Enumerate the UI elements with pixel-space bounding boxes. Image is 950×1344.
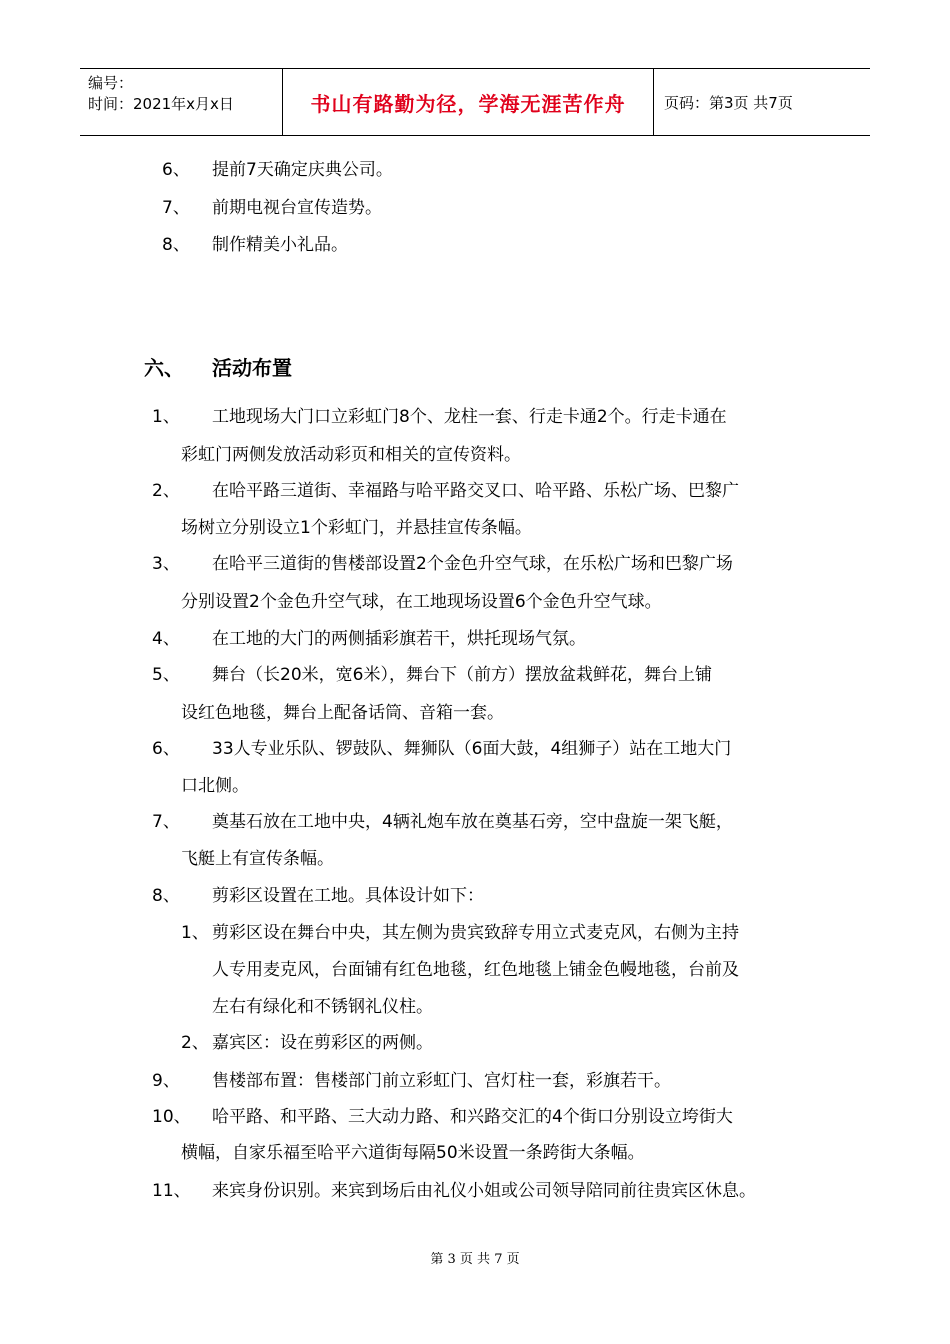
doc-number-label: 编号： [88,74,134,92]
list-item-text: 彩虹门两侧发放活动彩页和相关的宣传资料。 [181,445,521,465]
list-item-text: 横幅，自家乐福至哈平六道街每隔50米设置一条跨街大条幅。 [181,1143,645,1163]
list-item-text: 来宾身份识别。来宾到场后由礼仪小姐或公司领导陪同前往贵宾区休息。 [212,1181,756,1201]
list-item-number: 1、 [152,407,180,427]
list-item-text: 提前7天确定庆典公司。 [212,160,393,180]
list-item-number: 10、 [152,1107,191,1127]
list-item-number: 3、 [152,554,180,574]
list-item-text: 工地现场大门口立彩虹门8个、龙柱一套、行走卡通2个。行走卡通在 [212,407,727,427]
list-item-text: 分别设置2个金色升空气球，在工地现场设置6个金色升空气球。 [181,592,662,612]
list-item-text: 口北侧。 [181,776,249,796]
sub-item-text: 剪彩区设在舞台中央，其左侧为贵宾致辞专用立式麦克风，右侧为主持 [212,923,739,943]
list-item-text: 飞艇上有宣传条幅。 [181,849,334,869]
list-item-text: 舞台（长20米，宽6米），舞台下（前方）摆放盆栽鲜花，舞台上铺 [212,665,712,685]
list-item-text: 剪彩区设置在工地。具体设计如下： [212,886,484,906]
list-item-text: 售楼部布置：售楼部门前立彩虹门、宫灯柱一套，彩旗若干。 [212,1071,671,1091]
sub-item-number: 1、 [181,923,209,943]
list-item-text: 在哈平路三道街、幸福路与哈平路交叉口、哈平路、乐松广场、巴黎广 [212,481,739,501]
list-item-number: 7、 [162,198,190,218]
list-item-text: 在哈平三道街的售楼部设置2个金色升空气球，在乐松广场和巴黎广场 [212,554,733,574]
list-item-text: 前期电视台宣传造势。 [212,198,382,218]
list-item-number: 2、 [152,481,180,501]
header-motto: 书山有路勤为径，学海无涯苦作舟 [282,69,654,135]
list-item-number: 6、 [162,160,190,180]
sub-item-text: 嘉宾区：设在剪彩区的两侧。 [212,1033,433,1053]
header-meta [80,69,282,135]
header-page-info: 页码：第3页 共7页 [664,93,793,112]
list-item-text: 奠基石放在工地中央，4辆礼炮车放在奠基石旁，空中盘旋一架飞艇， [212,812,733,832]
list-item-number: 4、 [152,629,180,649]
list-item-number: 8、 [162,235,190,255]
list-item-text: 设红色地毯，舞台上配备话筒、音箱一套。 [181,703,504,723]
section-title: 活动布置 [212,356,292,380]
sub-item-text: 左右有绿化和不锈钢礼仪柱。 [212,997,433,1017]
list-item-number: 7、 [152,812,180,832]
list-item-number: 6、 [152,739,180,759]
list-item-number: 11、 [152,1181,191,1201]
section-number: 六、 [144,356,184,380]
list-item-text: 哈平路、和平路、三大动力路、和兴路交汇的4个街口分别设立垮街大 [212,1107,733,1127]
list-item-text: 场树立分别设立1个彩虹门，并悬挂宣传条幅。 [181,518,532,538]
sub-item-number: 2、 [181,1033,209,1053]
list-item-text: 33人专业乐队、锣鼓队、舞狮队（6面大鼓，4组狮子）站在工地大门 [212,739,732,759]
doc-time-label: 时间：2021年x月x日 [88,95,234,113]
page-header [80,68,870,136]
list-item-number: 8、 [152,886,180,906]
list-item-number: 9、 [152,1071,180,1091]
list-item-text: 在工地的大门的两侧插彩旗若干，烘托现场气氛。 [212,629,586,649]
sub-item-text: 人专用麦克风，台面铺有红色地毯，红色地毯上铺金色幔地毯，台前及 [212,960,739,980]
list-item [162,158,190,182]
page-footer: 第 3 页 共 7 页 [430,1252,520,1267]
list-item-number: 5、 [152,665,180,685]
list-item-text: 制作精美小礼品。 [212,235,348,255]
